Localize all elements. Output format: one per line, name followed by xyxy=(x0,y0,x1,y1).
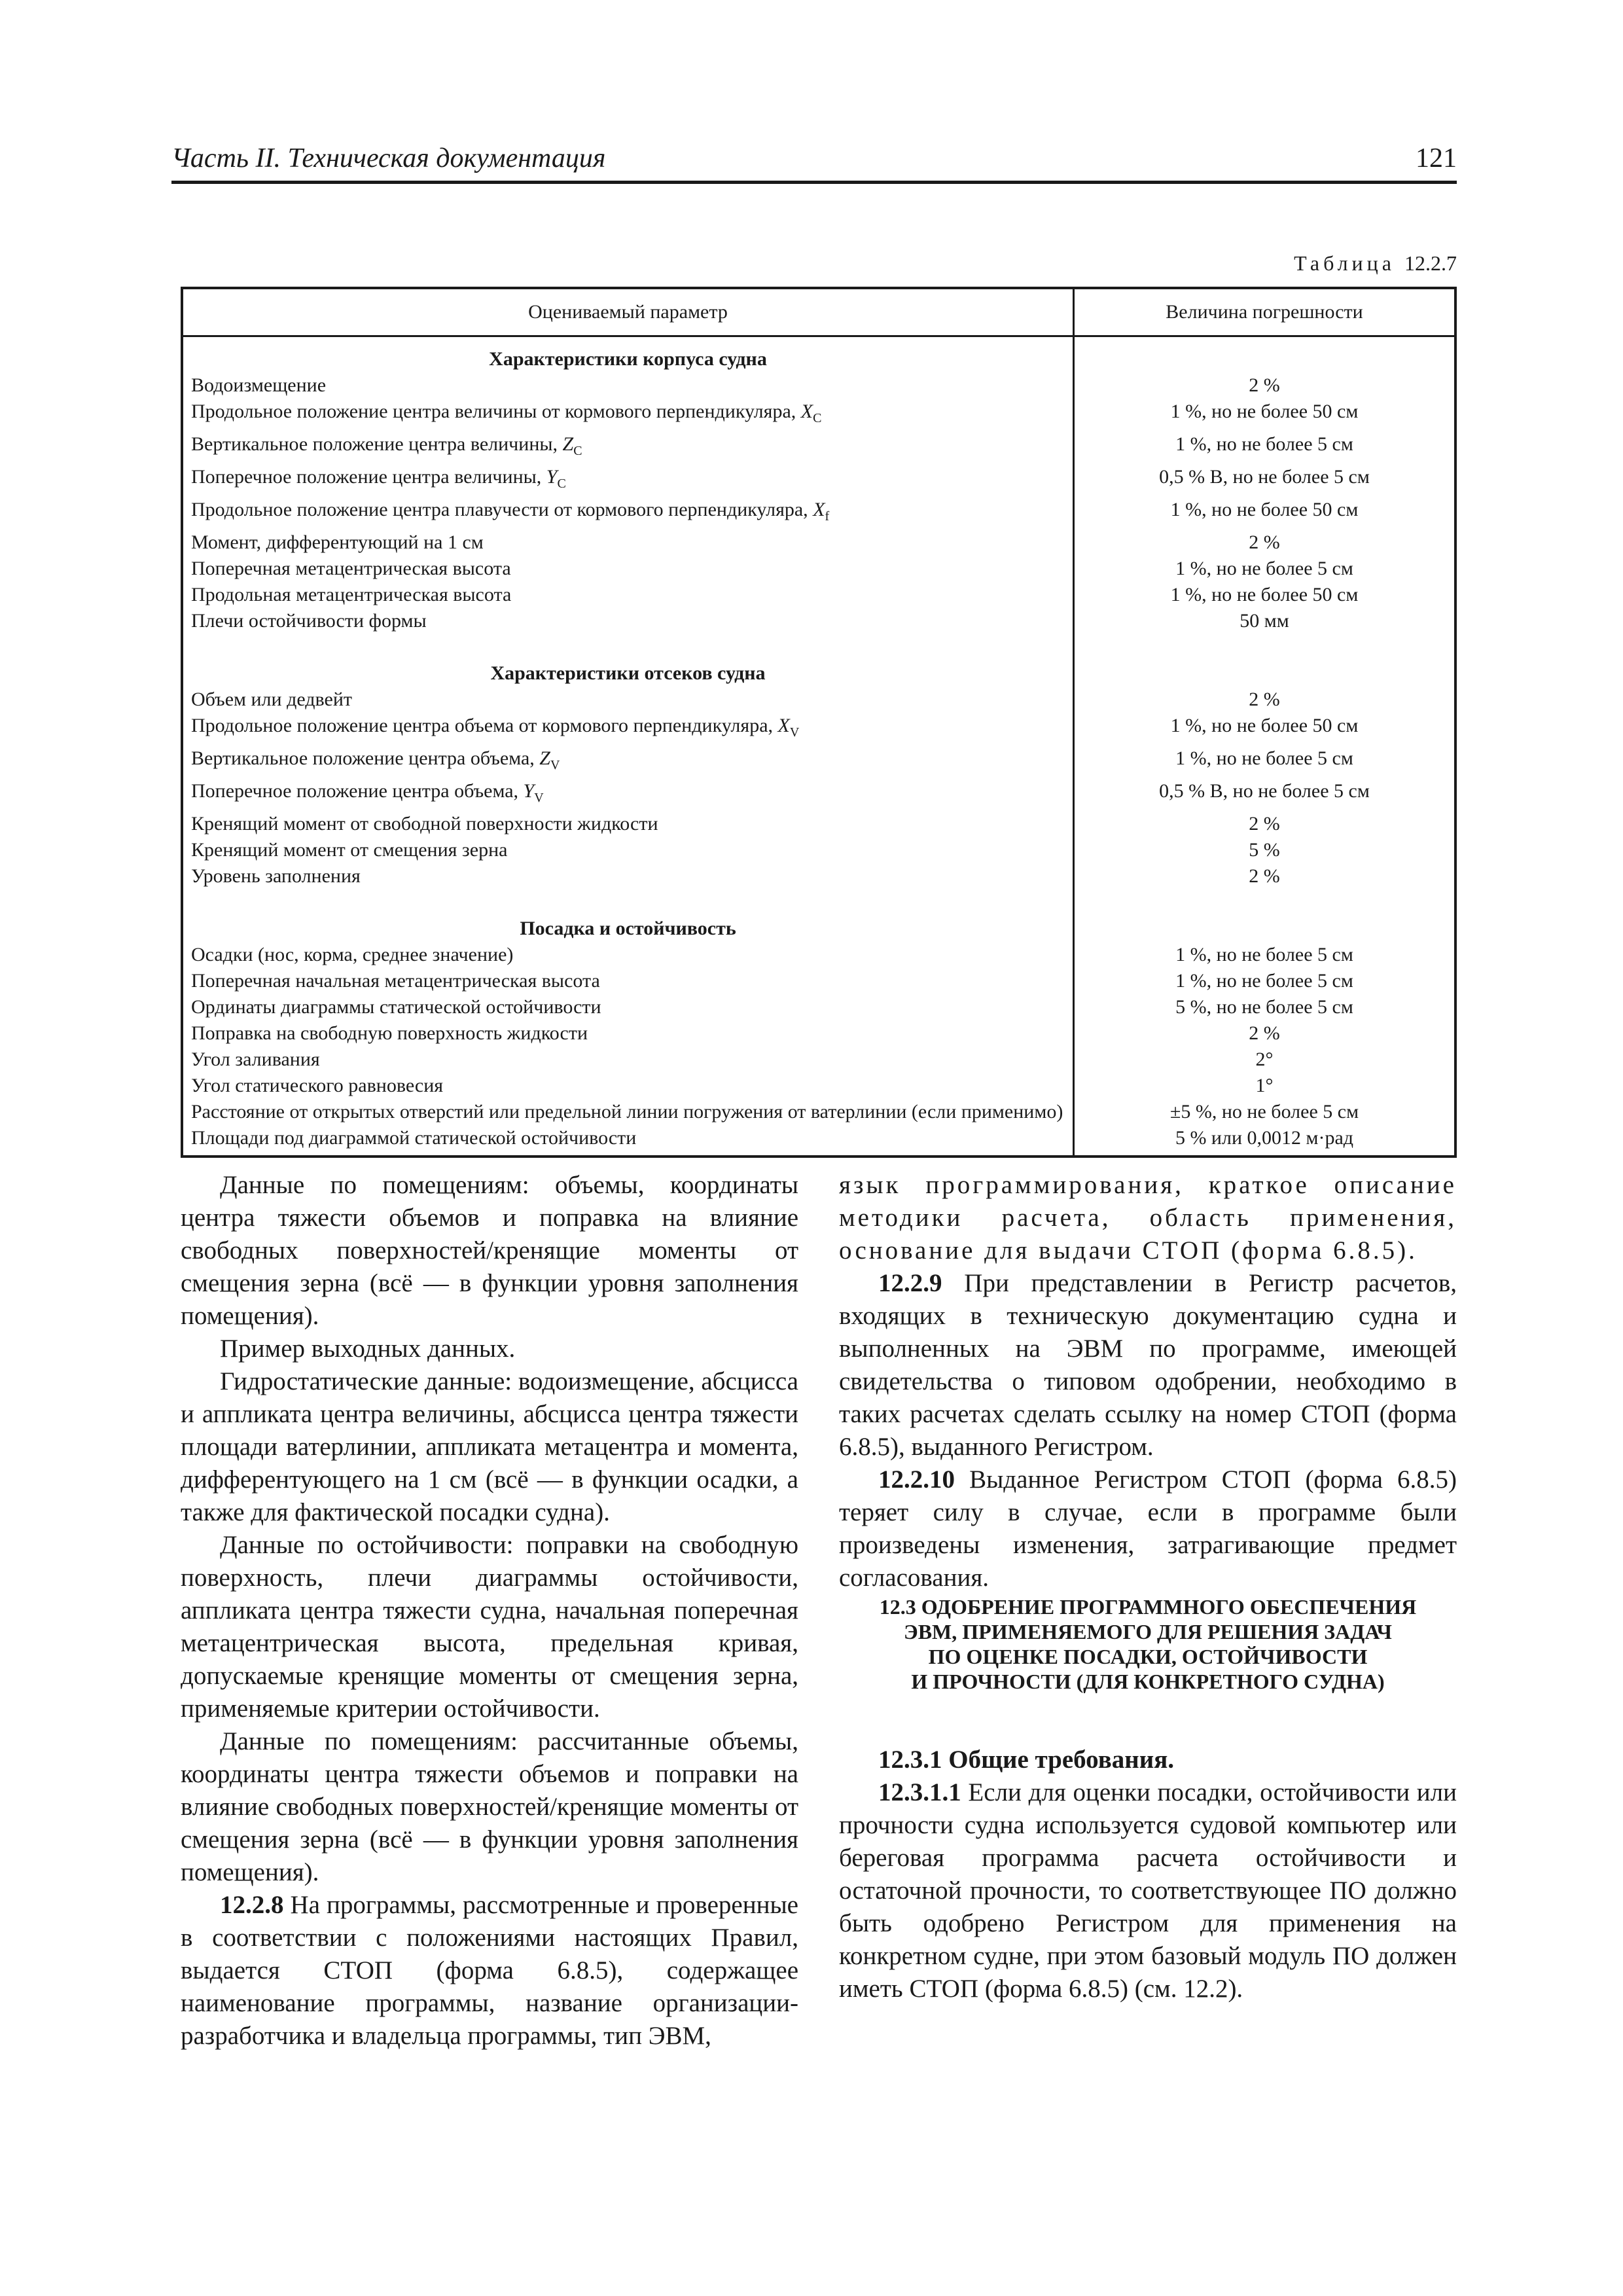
table-row xyxy=(182,582,1455,608)
parameter-subscript: C xyxy=(813,411,822,425)
paragraph: Данные по остойчивости: поправки на свободную поверхность, плечи диаграммы остойчивости, аппликата центра тяжести судна, начальная поперечная метацентрическая высота, предельная кривая, допускаемые кренящие моменты от смещения зерна, применяемые критерии остойчивости. xyxy=(181,1531,798,1723)
table-row xyxy=(182,942,1455,968)
paragraph: Пример выходных данных. xyxy=(220,1335,516,1363)
parameter-cell xyxy=(182,399,1074,431)
parameter-text: Объем или дедвейт xyxy=(191,689,352,710)
paragraph: Данные по помещениям: объемы, координаты центра тяжести объемов и поправка на влияние свободных поверхностей/кренящие моменты от смещения зерна (всё — в функции уровня заполнения помещения). xyxy=(181,1171,798,1330)
error-value-cell: 1 %, но не более 50 см xyxy=(1170,499,1359,520)
section-heading-line: ЭВМ, ПРИМЕНЯЕМОГО ДЛЯ РЕШЕНИЯ ЗАДАЧ xyxy=(904,1620,1392,1643)
section-title: Характеристики отсеков судна xyxy=(182,660,1074,687)
empty-cell xyxy=(1074,916,1456,942)
spacer-cell xyxy=(182,889,1074,916)
table-row xyxy=(182,687,1455,713)
parameter-text: Расстояние от открытых отверстий или предельной линии погружения от ватерлинии (если применимо) xyxy=(191,1101,1063,1122)
table-row xyxy=(182,399,1455,431)
clause-number: 12.2.10 xyxy=(878,1465,955,1494)
parameter-cell xyxy=(182,837,1074,863)
parameter-cell xyxy=(182,811,1074,837)
parameter-text: Водоизмещение xyxy=(191,374,327,396)
parameter-subscript: C xyxy=(573,444,582,458)
parameter-cell xyxy=(182,608,1074,634)
parameter-symbol: Y xyxy=(546,466,558,488)
table-row xyxy=(182,778,1455,811)
table-row xyxy=(182,837,1455,863)
error-value-cell: 1 %, но не более 5 см xyxy=(1175,970,1353,992)
spacer-cell xyxy=(182,634,1074,660)
table-row xyxy=(182,994,1455,1020)
parameter-text: Поперечная начальная метацентрическая высота xyxy=(191,970,600,992)
error-value-cell: 2 % xyxy=(1249,813,1280,834)
error-value-cell: 2 % xyxy=(1249,1022,1280,1044)
error-value-cell: 2 % xyxy=(1249,689,1280,710)
table-row xyxy=(182,372,1455,399)
paragraph xyxy=(181,1889,798,2053)
table-row xyxy=(182,1099,1455,1125)
spacer-row xyxy=(182,634,1455,660)
clause-number: 12.2.8 xyxy=(220,1891,284,1919)
parameter-text: Осадки (нос, корма, среднее значение) xyxy=(191,944,514,965)
table-row xyxy=(182,464,1455,497)
parameter-symbol: Y xyxy=(523,780,535,802)
parameter-text: Продольное положение центра объема от кормового перпендикуляра, xyxy=(191,715,778,736)
parameter-symbol: Z xyxy=(562,433,574,455)
error-value-cell: 1 %, но не более 50 см xyxy=(1170,584,1359,605)
parameter-cell xyxy=(182,1125,1074,1157)
parameter-text: Плечи остойчивости формы xyxy=(191,610,427,632)
parameter-text: Поперечное положение центра величины, xyxy=(191,466,546,488)
table-row xyxy=(182,431,1455,464)
parameter-text: Поперечная метацентрическая высота xyxy=(191,558,511,579)
parameter-text: Продольная метацентрическая высота xyxy=(191,584,512,605)
paragraph: Данные по помещениям: рассчитанные объемы, координаты центра тяжести объемов и поправки на влияние свободных поверхностей/кренящие моменты от смещения зерна (всё — в функции уровня заполнения помещения). xyxy=(181,1727,798,1886)
section-title-row xyxy=(182,916,1455,942)
parameter-cell xyxy=(182,863,1074,889)
parameter-text: Угол статического равновесия xyxy=(191,1075,444,1096)
page-header xyxy=(171,143,1457,184)
parameter-text: Момент, дифферентующий на 1 см xyxy=(191,531,484,553)
error-value-cell: 1 %, но не более 5 см xyxy=(1175,944,1353,965)
clause-text: При представлении в Регистр расчетов, входящих в техническую документацию судна и выполненных на ЭВМ по программе, имеющей свидетельства о типовом одобрении, необходимо в таких расчетах сделать ссылку на номер СТОП (форма 6.8.5), выданного Регистром. xyxy=(839,1269,1457,1461)
table-caption-word: Таблица xyxy=(1294,251,1395,275)
empty-cell xyxy=(1074,336,1456,373)
table-row xyxy=(182,529,1455,556)
table-row xyxy=(182,811,1455,837)
error-value-cell: 5 % или 0,0012 м·рад xyxy=(1175,1127,1354,1149)
paragraph: Гидростатические данные: водоизмещение, абсцисса и аппликата центра величины, абсцисса центра тяжести площади ватерлинии, аппликата метацентра и момента, дифферентующего на 1 см (всё — в функции осадки, а также для фактической посадки судна). xyxy=(181,1367,798,1526)
parameter-text: Продольное положение центра плавучести от кормового перпендикуляра, xyxy=(191,499,813,520)
parameter-subscript: V xyxy=(550,758,560,772)
error-tolerance-table xyxy=(181,287,1457,1158)
parameter-text: Площади под диаграммой статической остойчивости xyxy=(191,1127,637,1149)
section-heading-line: ПО ОЦЕНКЕ ПОСАДКИ, ОСТОЙЧИВОСТИ xyxy=(928,1645,1368,1668)
parameter-cell xyxy=(182,687,1074,713)
parameter-subscript: f xyxy=(825,509,830,524)
page-number: 121 xyxy=(1416,143,1457,173)
clause-text: Если для оценки посадки, остойчивости или прочности судна используется судовой компьютер или береговая программа расчета остойчивости и остаточной прочности, то соответствующее ПО должно быть одобрено Регистром для применения на конкретном судне, при этом базовый модуль ПО должен иметь СТОП (форма 6.8.5) (см. 12.2). xyxy=(839,1778,1457,2003)
error-value-cell: 5 % xyxy=(1249,839,1280,861)
parameter-cell xyxy=(182,431,1074,464)
paragraph xyxy=(839,1776,1457,2005)
parameter-text: Кренящий момент от смещения зерна xyxy=(191,839,508,861)
spacer-row xyxy=(182,889,1455,916)
table-row xyxy=(182,497,1455,529)
parameter-cell xyxy=(182,942,1074,968)
error-value-cell: 0,5 % B, но не более 5 см xyxy=(1159,780,1370,802)
spacer-cell xyxy=(1074,634,1456,660)
column-header-error: Величина погрешности xyxy=(1074,288,1456,336)
error-value-cell: 1 %, но не более 5 см xyxy=(1175,747,1353,769)
clause-text: На программы, рассмотренные и проверенные в соответствии с положениями настоящих Правил, выдается СТОП (форма 6.8.5), содержащее наименование программы, название организации-разработчика и владельца программы, тип ЭВМ, xyxy=(181,1891,798,2050)
error-value-cell: 1 %, но не более 5 см xyxy=(1175,558,1353,579)
parameter-subscript: V xyxy=(789,725,800,740)
clause-number: 12.3.1.1 xyxy=(878,1778,961,1806)
parameter-cell xyxy=(182,497,1074,529)
parameter-text: Угол заливания xyxy=(191,1049,320,1070)
table-caption xyxy=(1178,251,1457,276)
parameter-text: Кренящий момент от свободной поверхности жидкости xyxy=(191,813,658,834)
error-value-cell: 1° xyxy=(1255,1075,1274,1096)
error-value-cell: 0,5 % B, но не более 5 см xyxy=(1159,466,1370,488)
table-row xyxy=(182,713,1455,745)
error-value-cell: 2 % xyxy=(1249,865,1280,887)
section-title: Посадка и остойчивость xyxy=(182,916,1074,942)
parameter-cell xyxy=(182,556,1074,582)
error-value-cell: 2° xyxy=(1255,1049,1274,1070)
parameter-symbol: X xyxy=(813,499,825,520)
section-title-row xyxy=(182,660,1455,687)
parameter-cell xyxy=(182,1099,1074,1125)
table-row xyxy=(182,745,1455,778)
clause-text: Выданное Регистром СТОП (форма 6.8.5) теряет силу в случае, если в программе были произведены изменения, затрагивающие предмет согласования. xyxy=(839,1465,1457,1592)
parameter-cell xyxy=(182,1047,1074,1073)
parameter-cell xyxy=(182,745,1074,778)
section-heading-line: 12.3 ОДОБРЕНИЕ ПРОГРАММНОГО ОБЕСПЕЧЕНИЯ xyxy=(879,1595,1417,1619)
parameter-cell xyxy=(182,464,1074,497)
error-value-cell: 1 %, но не более 50 см xyxy=(1170,401,1359,422)
parameter-text: Продольное положение центра величины от кормового перпендикуляра, xyxy=(191,401,801,422)
parameter-cell xyxy=(182,372,1074,399)
error-value-cell: 5 %, но не более 5 см xyxy=(1175,996,1353,1018)
section-heading xyxy=(839,1594,1457,1694)
error-value-cell: 2 % xyxy=(1249,374,1280,396)
parameter-cell xyxy=(182,529,1074,556)
error-value-cell: 1 %, но не более 5 см xyxy=(1175,433,1353,455)
table-row xyxy=(182,556,1455,582)
parameter-text: Поправка на свободную поверхность жидкости xyxy=(191,1022,588,1044)
clause-number: 12.2.9 xyxy=(878,1269,942,1297)
empty-cell xyxy=(1074,660,1456,687)
error-value-cell: 2 % xyxy=(1249,531,1280,553)
parameter-subscript: C xyxy=(557,476,566,491)
subsection-heading: 12.3.1 Общие требования. xyxy=(878,1746,1175,1774)
table-row xyxy=(182,863,1455,889)
parameter-symbol: X xyxy=(777,715,790,736)
continuation-paragraph: язык программирования, краткое описание методики расчета, область применения, основание для выдачи СТОП (форма 6.8.5). xyxy=(839,1171,1457,1265)
parameter-cell xyxy=(182,778,1074,811)
error-value-cell: 50 мм xyxy=(1240,610,1289,632)
parameter-cell xyxy=(182,1073,1074,1099)
parameter-cell xyxy=(182,713,1074,745)
parameter-text: Вертикальное положение центра объема, xyxy=(191,747,540,769)
table-caption-number: 12.2.7 xyxy=(1404,251,1457,275)
error-value-cell: ±5 %, но не более 5 см xyxy=(1169,1101,1359,1122)
right-text-column xyxy=(839,1169,1457,2005)
parameter-cell xyxy=(182,582,1074,608)
parameter-cell xyxy=(182,994,1074,1020)
parameter-text: Ординаты диаграммы статической остойчивости xyxy=(191,996,601,1018)
table-row xyxy=(182,1020,1455,1047)
parameter-subscript: V xyxy=(534,791,544,805)
left-text-column xyxy=(181,1169,798,2053)
parameter-text: Вертикальное положение центра величины, xyxy=(191,433,563,455)
table-row xyxy=(182,1047,1455,1073)
section-title-row xyxy=(182,336,1455,373)
table-row xyxy=(182,968,1455,994)
table-header-row xyxy=(182,288,1455,336)
parameter-cell xyxy=(182,968,1074,994)
parameter-text: Поперечное положение центра объема, xyxy=(191,780,524,802)
table-row xyxy=(182,1073,1455,1099)
paragraph xyxy=(839,1267,1457,1463)
paragraph xyxy=(839,1463,1457,1594)
parameter-cell xyxy=(182,1020,1074,1047)
table-body xyxy=(182,336,1455,1157)
parameter-symbol: Z xyxy=(539,747,550,769)
error-value-cell: 1 %, но не более 50 см xyxy=(1170,715,1359,736)
table-row xyxy=(182,1125,1455,1157)
column-header-parameter: Оцениваемый параметр xyxy=(182,288,1074,336)
section-heading-line: И ПРОЧНОСТИ (ДЛЯ КОНКРЕТНОГО СУДНА) xyxy=(911,1670,1385,1693)
header-title: Часть II. Техническая документация xyxy=(171,143,606,173)
section-title: Характеристики корпуса судна xyxy=(182,336,1074,373)
parameter-symbol: X xyxy=(800,401,813,422)
table-row xyxy=(182,608,1455,634)
parameter-text: Уровень заполнения xyxy=(191,865,361,887)
spacer-cell xyxy=(1074,889,1456,916)
